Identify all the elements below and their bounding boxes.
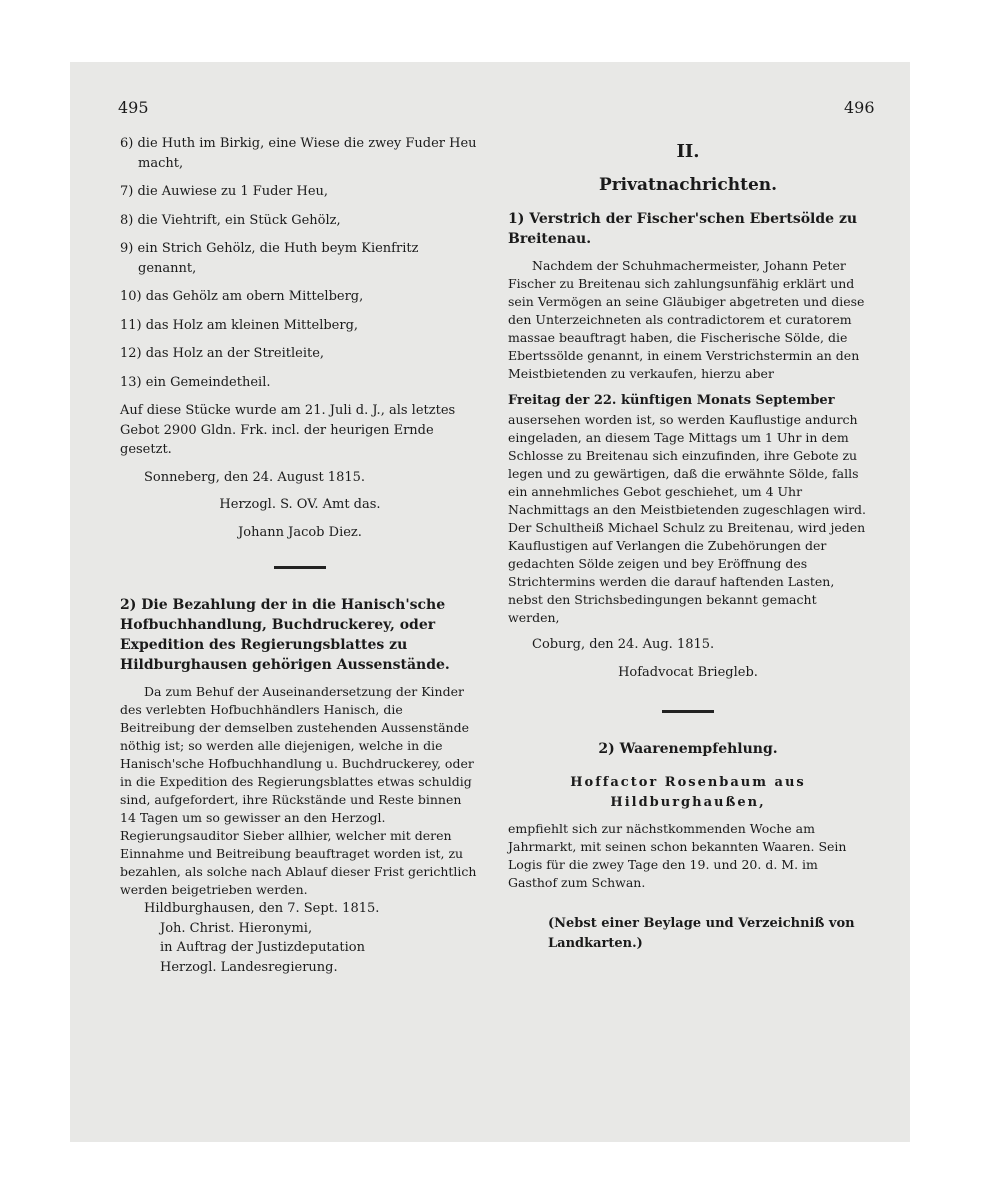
property-list <box>120 134 480 392</box>
notice-body: empfiehlt sich zur nächstkommenden Woche am Jahrmarkt, mit seinen schon bekannten Waaren. Sein Logis für die zwey Tage den 19. und 20. d. M. im Gasthof zum Schwan. <box>508 821 847 890</box>
notice-title: 1) Verstrich der Fischer'schen Ebertsölde zu Breitenau. <box>508 211 858 247</box>
notice-title: 2) Die Bezahlung der in die Hanisch'sche Hofbuchhandlung, Buchdruckerey, oder Expedition des Regierungsblattes zu Hildburghausen gehörigen Aussenstände. <box>120 597 450 673</box>
list-item: 7) die Auwiese zu 1 Fuder Heu, <box>120 184 329 199</box>
list-item: 6) die Huth im Birkig, eine Wiese die zwey Fuder Heu macht, <box>120 136 477 171</box>
notice-signature-line: Herzogl. Landesregierung. <box>160 959 338 975</box>
office-line: Herzogl. S. OV. Amt das. <box>219 497 381 512</box>
list-item: 10) das Gehölz am obern Mittelberg, <box>120 289 364 304</box>
place-date: Sonneberg, den 24. August 1815. <box>144 469 366 485</box>
notice-subtitle: Hoffactor Rosenbaum aus Hildburghaußen, <box>570 775 806 810</box>
auction-note: Auf diese Stücke wurde am 21. Juli d. J., als letztes Gebot 2900 Gldn. Frk. incl. der heurigen Ernde gesetzt. <box>120 403 456 457</box>
list-item: 12) das Holz an der Streitleite, <box>120 346 325 361</box>
left-column <box>120 100 480 977</box>
notice-place-date: Hildburghausen, den 7. Sept. 1815. <box>144 901 380 916</box>
divider <box>662 710 714 713</box>
page-number-right: 496 <box>844 98 875 117</box>
closing-note: (Nebst einer Beylage und Verzeichniß von Landkarten.) <box>548 916 855 951</box>
notice-signature: Hofadvocat Briegleb. <box>618 664 758 680</box>
list-item: 9) ein Strich Gehölz, die Huth beym Kienfritz genannt, <box>120 241 419 276</box>
list-item: 8) die Viehtrift, ein Stück Gehölz, <box>120 212 341 228</box>
notice-body: Da zum Behuf der Auseinandersetzung der Kinder des verlebten Hofbuchhändlers Hanisch, die Beitreibung der demselben zustehenden Aussenstände nöthig ist; so werden alle diejenigen, welche in die Hanisch'sche Hofbuchhandlung u. Buchdruckerey, oder in die Expedition des Regierungsblattes etwas schuldig sind, aufgefordert, ihre Rückstände und Reste binnen 14 Tagen um so gewisser an den Herzogl. Regierungsauditor Sieber allhier, welcher mit deren Einnahme und Beitreibung beauftraget worden ist, zu bezahlen, als solche nach Ablauf dieser Frist gerichtlich werden beigetrieben werden. <box>120 684 477 897</box>
notice-title: 2) Waarenempfehlung. <box>598 741 778 757</box>
notice-signature: Joh. Christ. Hieronymi, <box>160 920 313 936</box>
notice-body: ausersehen worden ist, so werden Kauflustige andurch eingeladen, an diesem Tage Mittags um 1 Uhr in dem Schlosse zu Breitenau sich einzufinden, ihre Gebote zu legen und zu gewärtigen, daß die erwähnte Sölde, falls ein annehmliches Gebot geschiehet, um 4 Uhr Nachmittags an den Meistbietenden zugeschlagen wird. Der Schultheiß Michael Schulz zu Breitenau, wird jeden Kauflustigen auf Verlangen die Zubehörungen der gedachten Sölde zeigen und bey Eröffnung des Strichtermins werden die darauf haftenden Lasten, nebst den Strichsbedingungen bekannt gemacht werden, <box>508 412 867 625</box>
divider <box>274 566 326 569</box>
notice-body: Nachdem der Schuhmachermeister, Johann Peter Fischer zu Breitenau sich zahlungsunfähig erklärt und sein Vermögen an seine Gläubiger abgetreten und diese den Unterzeichneten als contradictorem et curatorem massae beauftragt haben, die Fischerische Sölde, die Ebertssölde genannt, in einem Verstrichstermin an den Meistbietenden zu verkaufen, hierzu aber <box>508 258 865 381</box>
auction-date: Freitag der 22. künftigen Monats September <box>508 393 835 408</box>
notice-signature-line: in Auftrag der Justizdeputation <box>160 940 365 955</box>
signatory: Johann Jacob Diez. <box>238 524 362 540</box>
list-item: 11) das Holz am kleinen Mittelberg, <box>120 317 359 333</box>
section-title: Privatnachrichten. <box>598 174 778 195</box>
section-number: II. <box>676 141 700 162</box>
notice-place-date: Coburg, den 24. Aug. 1815. <box>532 637 715 652</box>
right-column <box>508 100 868 954</box>
list-item: 13) ein Gemeindetheil. <box>120 374 271 390</box>
page-number-left: 495 <box>118 98 149 117</box>
